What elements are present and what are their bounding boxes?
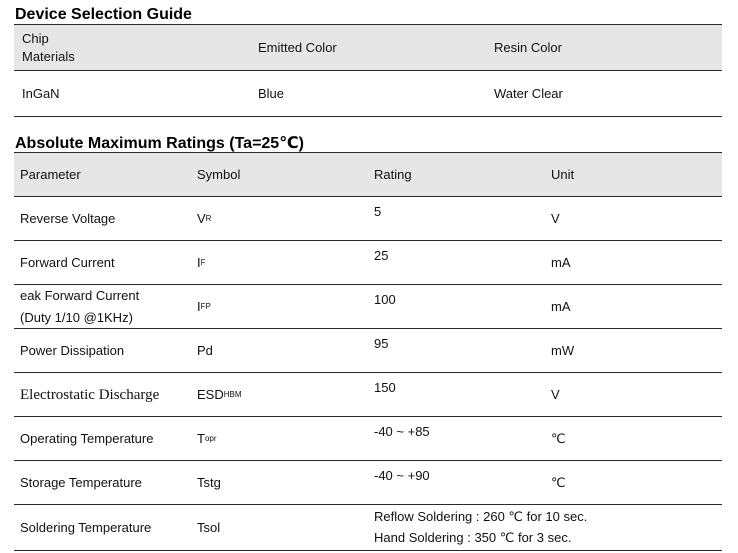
symbol-main: Tstg [197, 474, 221, 490]
parameter-cell: Storage Temperature [20, 474, 142, 490]
header-unit: Unit [551, 166, 575, 182]
parameter-cell: Forward Current [20, 254, 115, 270]
rating-cell: 100 [374, 292, 396, 307]
table-row [14, 329, 722, 373]
symbol-cell [197, 505, 220, 550]
table-row [14, 71, 722, 117]
table-row [14, 197, 722, 241]
symbol-main: V [197, 210, 206, 226]
parameter-cell: Electrostatic Discharge [20, 386, 160, 403]
rating-line2: Hand Soldering : 350 ℃ for 3 sec. [374, 530, 572, 545]
rating-cell: -40 ~ +90 [374, 468, 430, 483]
ratings-table [14, 152, 722, 551]
unit-cell: mA [551, 298, 571, 314]
unit-cell: ℃ [551, 474, 566, 490]
rating-cell: 25 [374, 248, 389, 263]
parameter-line1: eak Forward Current [20, 287, 140, 303]
device-selection-title: Device Selection Guide [15, 6, 192, 23]
parameter-cell: Power Dissipation [20, 342, 125, 358]
chip-material-value: InGaN [22, 85, 60, 101]
symbol-cell [197, 329, 213, 372]
rating-cell: 5 [374, 204, 382, 219]
symbol-cell: T opr [197, 430, 217, 446]
symbol-cell: V R [197, 210, 212, 226]
parameter-cell: Operating Temperature [20, 430, 154, 446]
rating-line1: Reflow Soldering : 260 ℃ for 10 sec. [374, 509, 588, 524]
symbol-main: T [197, 430, 205, 446]
ratings-title: Absolute Maximum Ratings (Ta=25℃) [15, 135, 304, 152]
unit-cell: V [551, 386, 560, 402]
table-header-row [14, 24, 722, 71]
header-emitted-color: Emitted Color [258, 39, 337, 55]
parameter-cell [20, 285, 139, 328]
header-chip-materials [22, 25, 75, 70]
header-chip-line2: Materials [22, 48, 75, 64]
rating-cell [374, 505, 587, 550]
symbol-main: I [197, 254, 201, 270]
emitted-color-value: Blue [258, 85, 285, 101]
symbol-cell [197, 461, 221, 504]
table-row [14, 241, 722, 285]
parameter-cell: Reverse Voltage [20, 210, 116, 226]
header-symbol: Symbol [197, 166, 241, 182]
unit-cell: mA [551, 254, 571, 270]
unit-cell: V [551, 210, 560, 226]
parameter-cell: Soldering Temperature [20, 519, 152, 535]
rating-cell: 150 [374, 380, 396, 395]
header-parameter: Parameter [20, 166, 81, 182]
resin-color-value: Water Clear [494, 85, 563, 101]
symbol-main: Pd [197, 342, 213, 358]
table-row [14, 461, 722, 505]
rating-cell: 95 [374, 336, 389, 351]
table-header-row [14, 152, 722, 197]
table-row [14, 285, 722, 329]
symbol-cell: I FP [197, 298, 211, 314]
symbol-main: Tsol [197, 519, 221, 535]
header-resin-color: Resin Color [494, 39, 562, 55]
symbol-main: I [197, 298, 201, 314]
header-rating: Rating [374, 166, 412, 182]
symbol-cell: I F [197, 254, 206, 270]
table-row [14, 505, 722, 551]
unit-cell: ℃ [551, 430, 566, 446]
device-selection-table [14, 24, 722, 117]
rating-cell: -40 ~ +85 [374, 424, 430, 439]
unit-cell: mW [551, 342, 575, 358]
table-row [14, 373, 722, 417]
parameter-line2: (Duty 1/10 @1KHz) [20, 309, 133, 325]
symbol-main: ESD [197, 386, 224, 402]
table-row [14, 417, 722, 461]
header-chip-line1: Chip [22, 30, 49, 46]
symbol-cell: ESD HBM [197, 386, 242, 402]
